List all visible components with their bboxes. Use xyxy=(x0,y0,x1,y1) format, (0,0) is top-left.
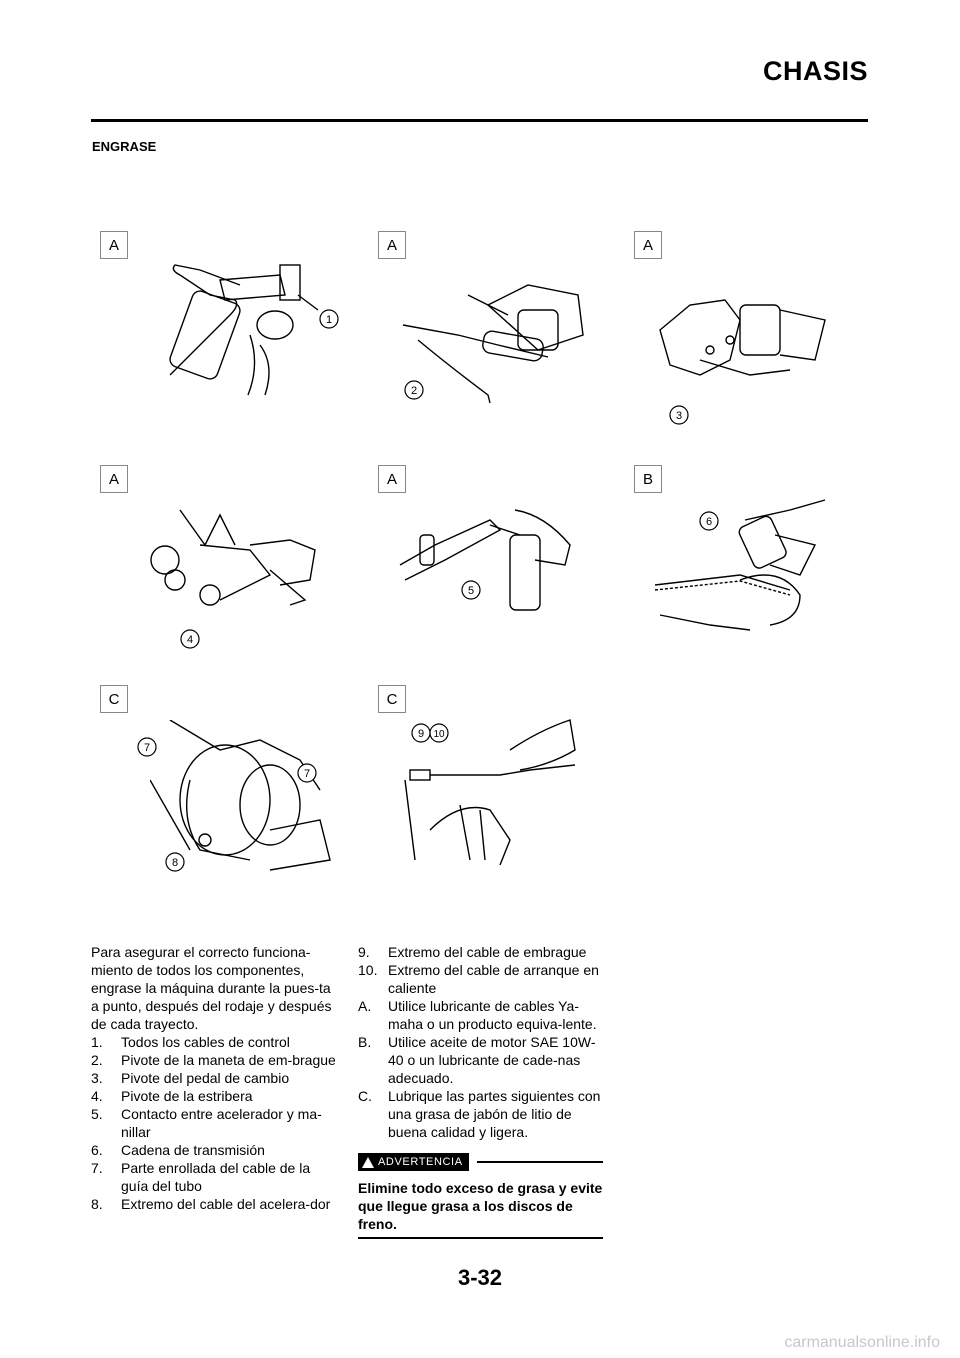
figure-tag: A xyxy=(100,465,128,493)
callout-marker xyxy=(136,736,158,758)
item-text: Parte enrollada del cable de la guía del tubo xyxy=(121,1160,311,1194)
callout-marker xyxy=(296,762,318,784)
callout-marker xyxy=(428,722,450,744)
callout-marker xyxy=(668,404,690,426)
item-text: Pivote del pedal de cambio xyxy=(121,1070,290,1086)
cable-lubricator-hands-illustration xyxy=(140,255,350,405)
figure-tag: C xyxy=(100,685,128,713)
item-text: Contacto entre acelerador y ma-nillar xyxy=(121,1106,322,1140)
warning-header xyxy=(358,1153,603,1171)
callout-marker xyxy=(318,308,340,330)
legend-list-right xyxy=(358,943,603,1141)
page-number: 3-32 xyxy=(457,1265,503,1290)
list-item xyxy=(91,1087,341,1105)
list-item xyxy=(91,1105,341,1141)
item-text: Todos los cables de control xyxy=(121,1034,290,1050)
item-text: Pivote de la maneta de em-brague xyxy=(121,1052,336,1068)
callout-number: 3 xyxy=(675,410,683,422)
section-title: ENGRASE xyxy=(92,139,157,154)
list-item xyxy=(358,961,603,997)
warning-rule xyxy=(477,1161,603,1163)
footrest-pivot-illustration xyxy=(140,505,330,620)
item-text: Utilice lubricante de cables Ya-maha o un producto equiva-lente. xyxy=(388,998,597,1032)
list-item xyxy=(358,1087,603,1141)
item-number: A. xyxy=(358,998,372,1014)
figure-tag: A xyxy=(634,231,662,259)
item-number: 6. xyxy=(91,1142,103,1158)
item-number: B. xyxy=(358,1034,372,1050)
callout-number: 6 xyxy=(705,516,713,528)
callout-marker xyxy=(403,379,425,401)
callout-number: 7 xyxy=(143,742,151,754)
list-item xyxy=(358,1033,603,1087)
item-text: Utilice aceite de motor SAE 10W-40 o un lubricante de cade-nas adecuado. xyxy=(388,1034,596,1086)
list-item xyxy=(91,1195,341,1213)
list-item xyxy=(91,1159,341,1195)
figure-tag: C xyxy=(378,685,406,713)
list-item xyxy=(91,1033,341,1051)
intro-paragraph: Para asegurar el correcto funciona-miento de todos los componentes, engrase la máquina durante la pues-ta a punto, después del rodaje y después de cada trayecto. xyxy=(91,944,332,1032)
warning-badge xyxy=(358,1153,469,1171)
page-header-title: CHASIS xyxy=(762,56,868,86)
figure-tag: A xyxy=(378,231,406,259)
callout-number: 5 xyxy=(467,585,475,597)
throttle-grip-illustration xyxy=(395,505,585,615)
item-number: 7. xyxy=(91,1160,103,1176)
shift-pedal-pivot-illustration xyxy=(650,280,830,400)
item-number: C. xyxy=(358,1088,372,1104)
callout-marker xyxy=(164,851,186,873)
item-text: Extremo del cable del acelera-dor xyxy=(121,1196,331,1212)
item-text: Extremo del cable de embrague xyxy=(388,944,587,960)
header-rule xyxy=(91,119,868,122)
legend-list-left xyxy=(91,1033,341,1213)
list-item xyxy=(358,997,603,1033)
drive-chain-illustration xyxy=(650,495,830,635)
callout-number: 4 xyxy=(186,634,194,646)
item-text: Pivote de la estribera xyxy=(121,1088,253,1104)
item-text: Lubrique las partes siguientes con una grasa de jabón de litio de buena calidad y ligera. xyxy=(388,1088,601,1140)
list-item xyxy=(91,1051,341,1069)
warning-box xyxy=(358,1153,603,1239)
figure-tag: A xyxy=(378,465,406,493)
item-text: Cadena de transmisión xyxy=(121,1142,265,1158)
body-left-column xyxy=(91,943,341,1213)
callout-marker xyxy=(460,579,482,601)
callout-marker xyxy=(698,510,720,532)
list-item xyxy=(91,1069,341,1087)
warning-icon xyxy=(362,1157,374,1168)
item-text: Extremo del cable de arranque en caliente xyxy=(388,962,599,996)
item-number: 3. xyxy=(91,1070,103,1086)
list-item xyxy=(358,943,603,961)
clutch-lever-lubrication-illustration xyxy=(398,265,588,410)
callout-number: 2 xyxy=(410,385,418,397)
watermark: carmanualsonline.info xyxy=(784,1334,940,1351)
callout-marker xyxy=(179,628,201,650)
body-right-column xyxy=(358,943,603,1239)
item-number: 4. xyxy=(91,1088,103,1104)
item-number: 9. xyxy=(358,944,370,960)
item-number: 1. xyxy=(91,1034,103,1050)
callout-number: 10 xyxy=(433,729,445,740)
list-item xyxy=(91,1141,341,1159)
callout-number: 8 xyxy=(171,857,179,869)
figure-tag: B xyxy=(634,465,662,493)
callout-number: 7 xyxy=(303,768,311,780)
callout-number: 1 xyxy=(325,314,333,326)
warning-label: ADVERTENCIA xyxy=(378,1156,463,1168)
warning-text: Elimine todo exceso de grasa y evite que llegue grasa a los discos de freno. xyxy=(358,1179,603,1239)
item-number: 10. xyxy=(358,962,378,978)
item-number: 2. xyxy=(91,1052,103,1068)
item-number: 8. xyxy=(91,1196,103,1212)
callout-number: 9 xyxy=(417,728,425,740)
item-number: 5. xyxy=(91,1106,103,1122)
figure-tag: A xyxy=(100,231,128,259)
